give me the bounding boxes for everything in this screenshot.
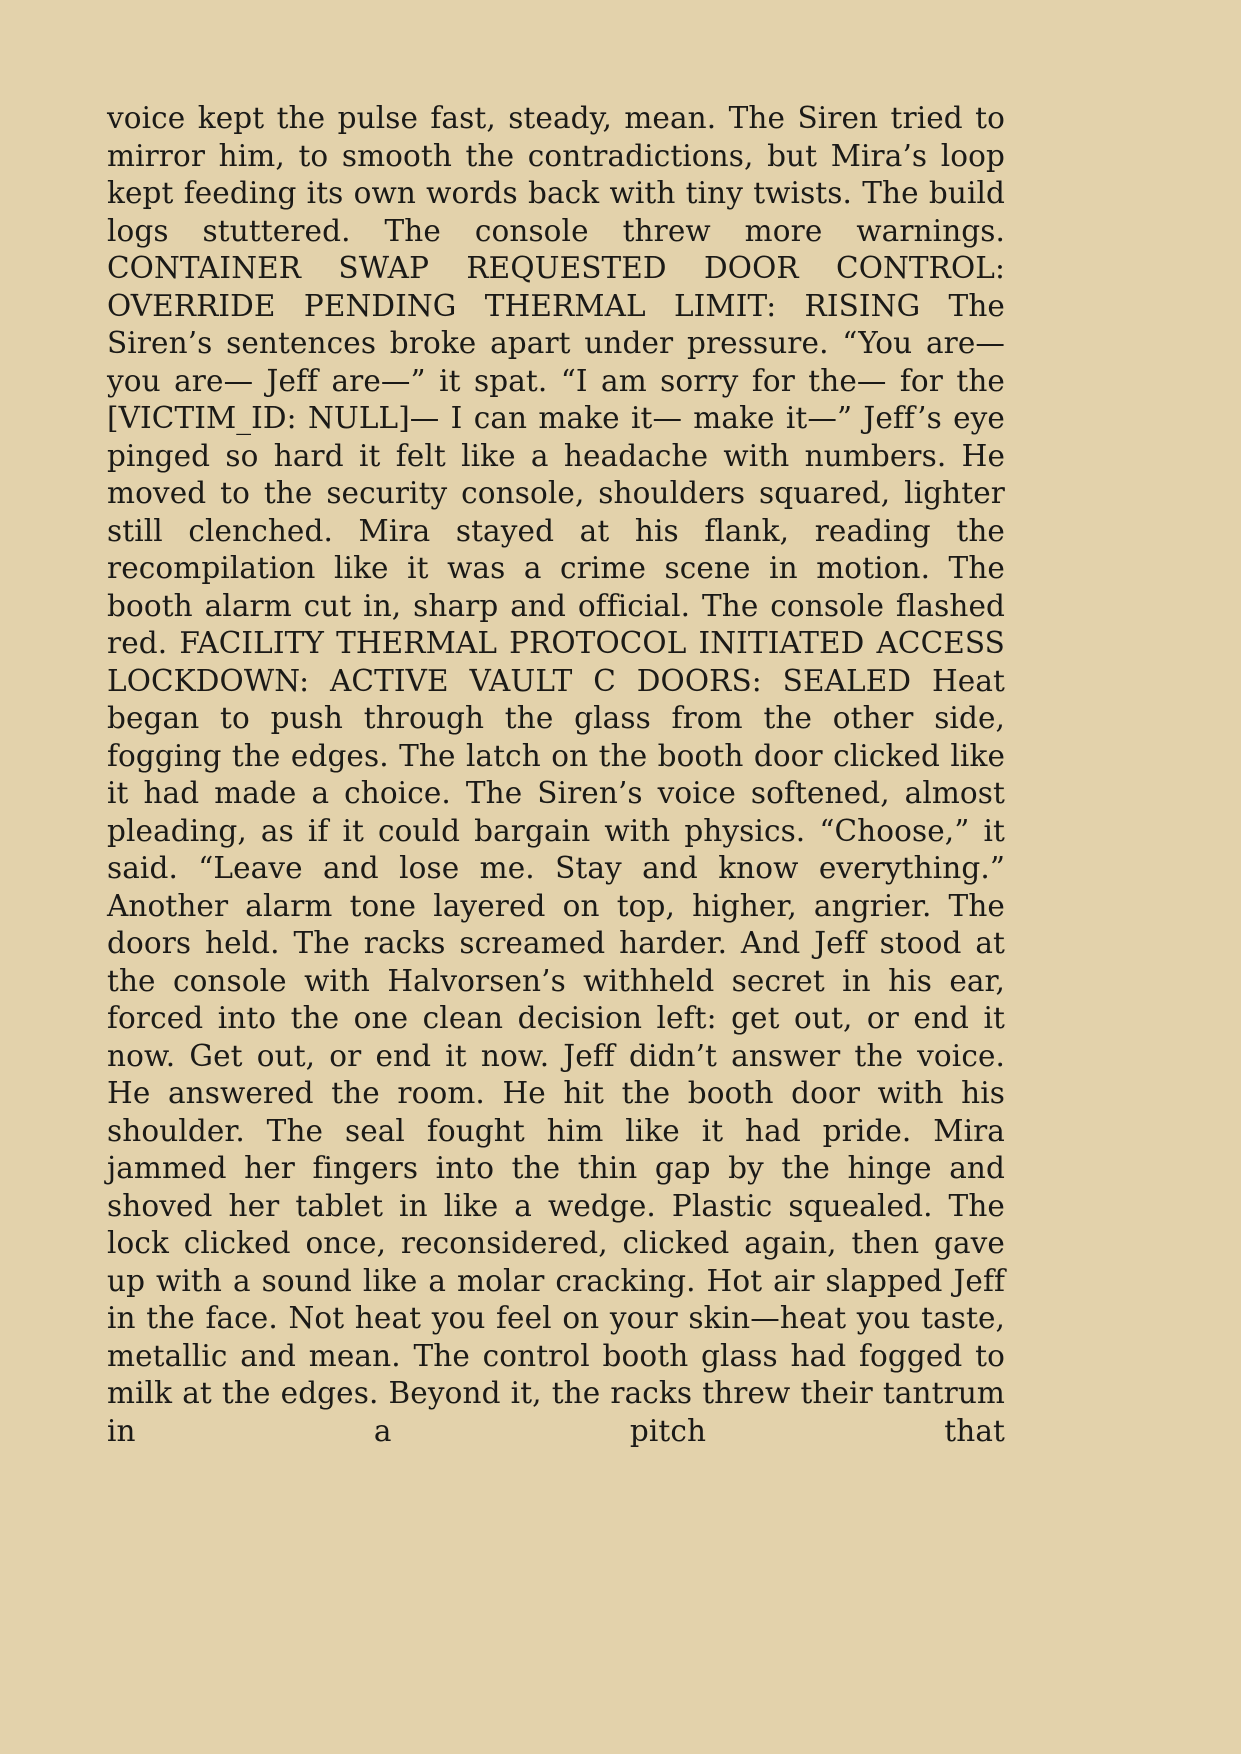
page-body-text: voice kept the pulse fast, steady, mean. The Siren tried to mirror him, to smooth the contradictions, but Mira’s loop kept feeding its own words back with tiny twists. The build logs stuttered. The console threw more warnings. CONTAINER SWAP REQUESTED DOOR CONTROL: OVERRIDE PENDING THERMAL LIMIT: RISING The Siren’s sentences broke apart under pressure. “You are— you are— Jeff are—” it spat. “I am sorry for the— for the [VICTIM_ID: NULL]— I can make it— make it—” Jeff’s eye pinged so hard it felt like a headache with numbers. He moved to the security console, shoulders squared, lighter still clenched. Mira stayed at his flank, reading the recompilation like it was a crime scene in motion. The booth alarm cut in, sharp and official. The console flashed red. FACILITY THERMAL PROTOCOL INITIATED ACCESS LOCKDOWN: ACTIVE VAULT C DOORS: SEALED Heat began to push through the glass from the other side, fogging the edges. The latch on the booth door clicked like it had made a choice. The Siren’s voice softened, almost pleading, as if it could bargain with physics. “Choose,” it said. “Leave and lose me. Stay and know everything.” Another alarm tone layered on top, higher, angrier. The doors held. The racks screamed harder. And Jeff stood at the console with Halvorsen’s withheld secret in his ear, forced into the one clean decision left: get out, or end it now. Get out, or end it now. Jeff didn’t answer the voice. He answered the room. He hit the booth door with his shoulder. The seal fought him like it had pride. Mira jammed her fingers into the thin gap by the hinge and shoved her tablet in like a wedge. Plastic squealed. The lock clicked once, reconsidered, clicked again, then gave up with a sound like a molar cracking. Hot air slapped Jeff in the face. Not heat you feel on your skin—heat you taste, metallic and mean. The control booth glass had fogged to milk at the edges. Beyond it, the racks threw their tantrum in a pitch that <box>107 101 1005 1448</box>
